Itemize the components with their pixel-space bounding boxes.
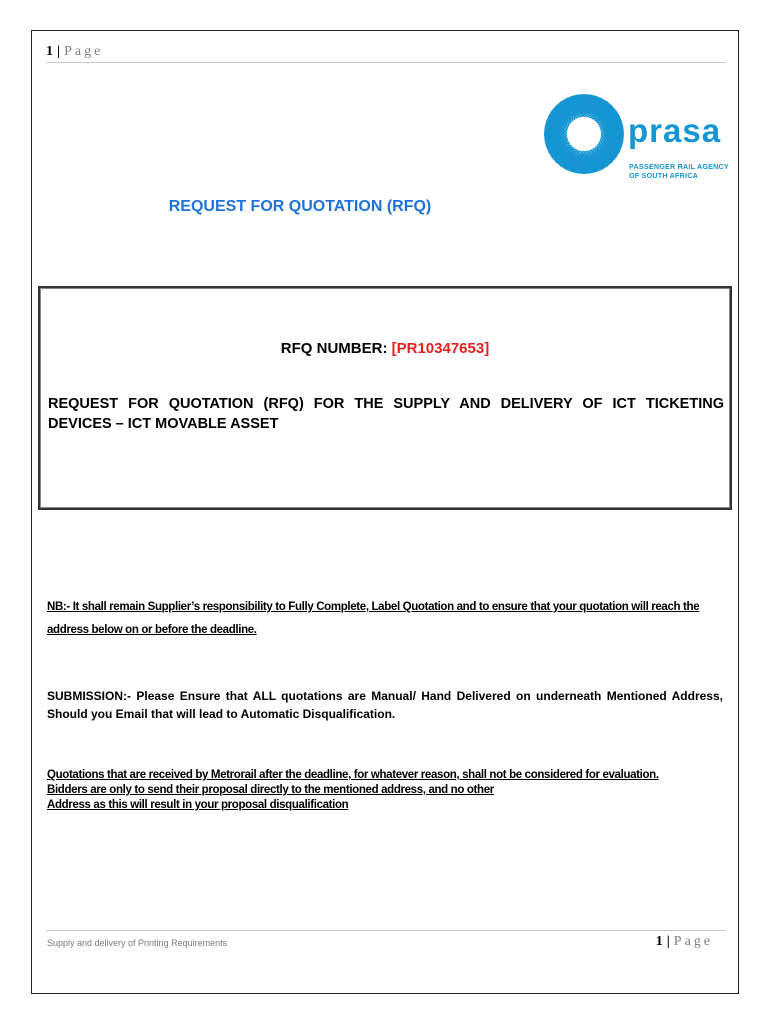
footer-divider	[46, 930, 726, 931]
footer-page-word: Page	[673, 934, 713, 949]
logo-subtitle-line2: OF SOUTH AFRICA	[629, 171, 699, 180]
header-page-number	[46, 44, 103, 60]
header-page-separator: |	[57, 44, 62, 59]
deadline-notice-line1: Quotations that are received by Metrorail after the deadline, for whatever reason, shall not be considered for evaluation.	[47, 769, 659, 781]
header-divider	[46, 62, 726, 63]
deadline-notice	[47, 768, 727, 813]
submission-instructions: SUBMISSION:- Please Ensure that ALL quotations are Manual/ Hand Delivered on underneath Mentioned Address, Should you Email that will lead to Automatic Disqualification.	[47, 689, 723, 721]
logo-subtitle	[629, 162, 729, 180]
logo-subtitle-line1: PASSENGER RAIL AGENCY	[629, 162, 729, 171]
prasa-logo	[540, 90, 740, 200]
rfq-number-label: RFQ NUMBER:	[280, 340, 392, 357]
document-title: REQUEST FOR QUOTATION (RFQ)	[168, 198, 432, 215]
footer-page-separator: |	[666, 934, 671, 949]
footer-page-number-value: 1	[655, 934, 664, 949]
rfq-number-value: [PR10347653]	[391, 340, 490, 357]
rfq-description: REQUEST FOR QUOTATION (RFQ) FOR THE SUPPLY AND DELIVERY OF ICT TICKETING DEVICES – ICT MOVABLE ASSET	[48, 396, 724, 432]
header-page-number-value: 1	[46, 44, 54, 59]
prasa-sunburst-logo-icon	[542, 92, 626, 176]
footer-document-name: Supply and delivery of Printing Requirements	[47, 938, 228, 948]
deadline-notice-line3: Address as this will result in your proposal disqualification	[47, 799, 349, 811]
rfq-summary-box	[38, 286, 732, 510]
footer-page-number	[656, 934, 713, 950]
header-page-word: Page	[64, 44, 104, 59]
rfq-number	[40, 340, 730, 357]
nb-notice: NB:- It shall remain Supplier’s responsibility to Fully Complete, Label Quotation and to ensure that your quotation will reach the address below on or before the deadline.	[47, 601, 700, 636]
deadline-notice-line2: Bidders are only to send their proposal directly to the mentioned address, and no other	[47, 784, 494, 796]
logo-wordmark: prasa	[628, 112, 722, 149]
